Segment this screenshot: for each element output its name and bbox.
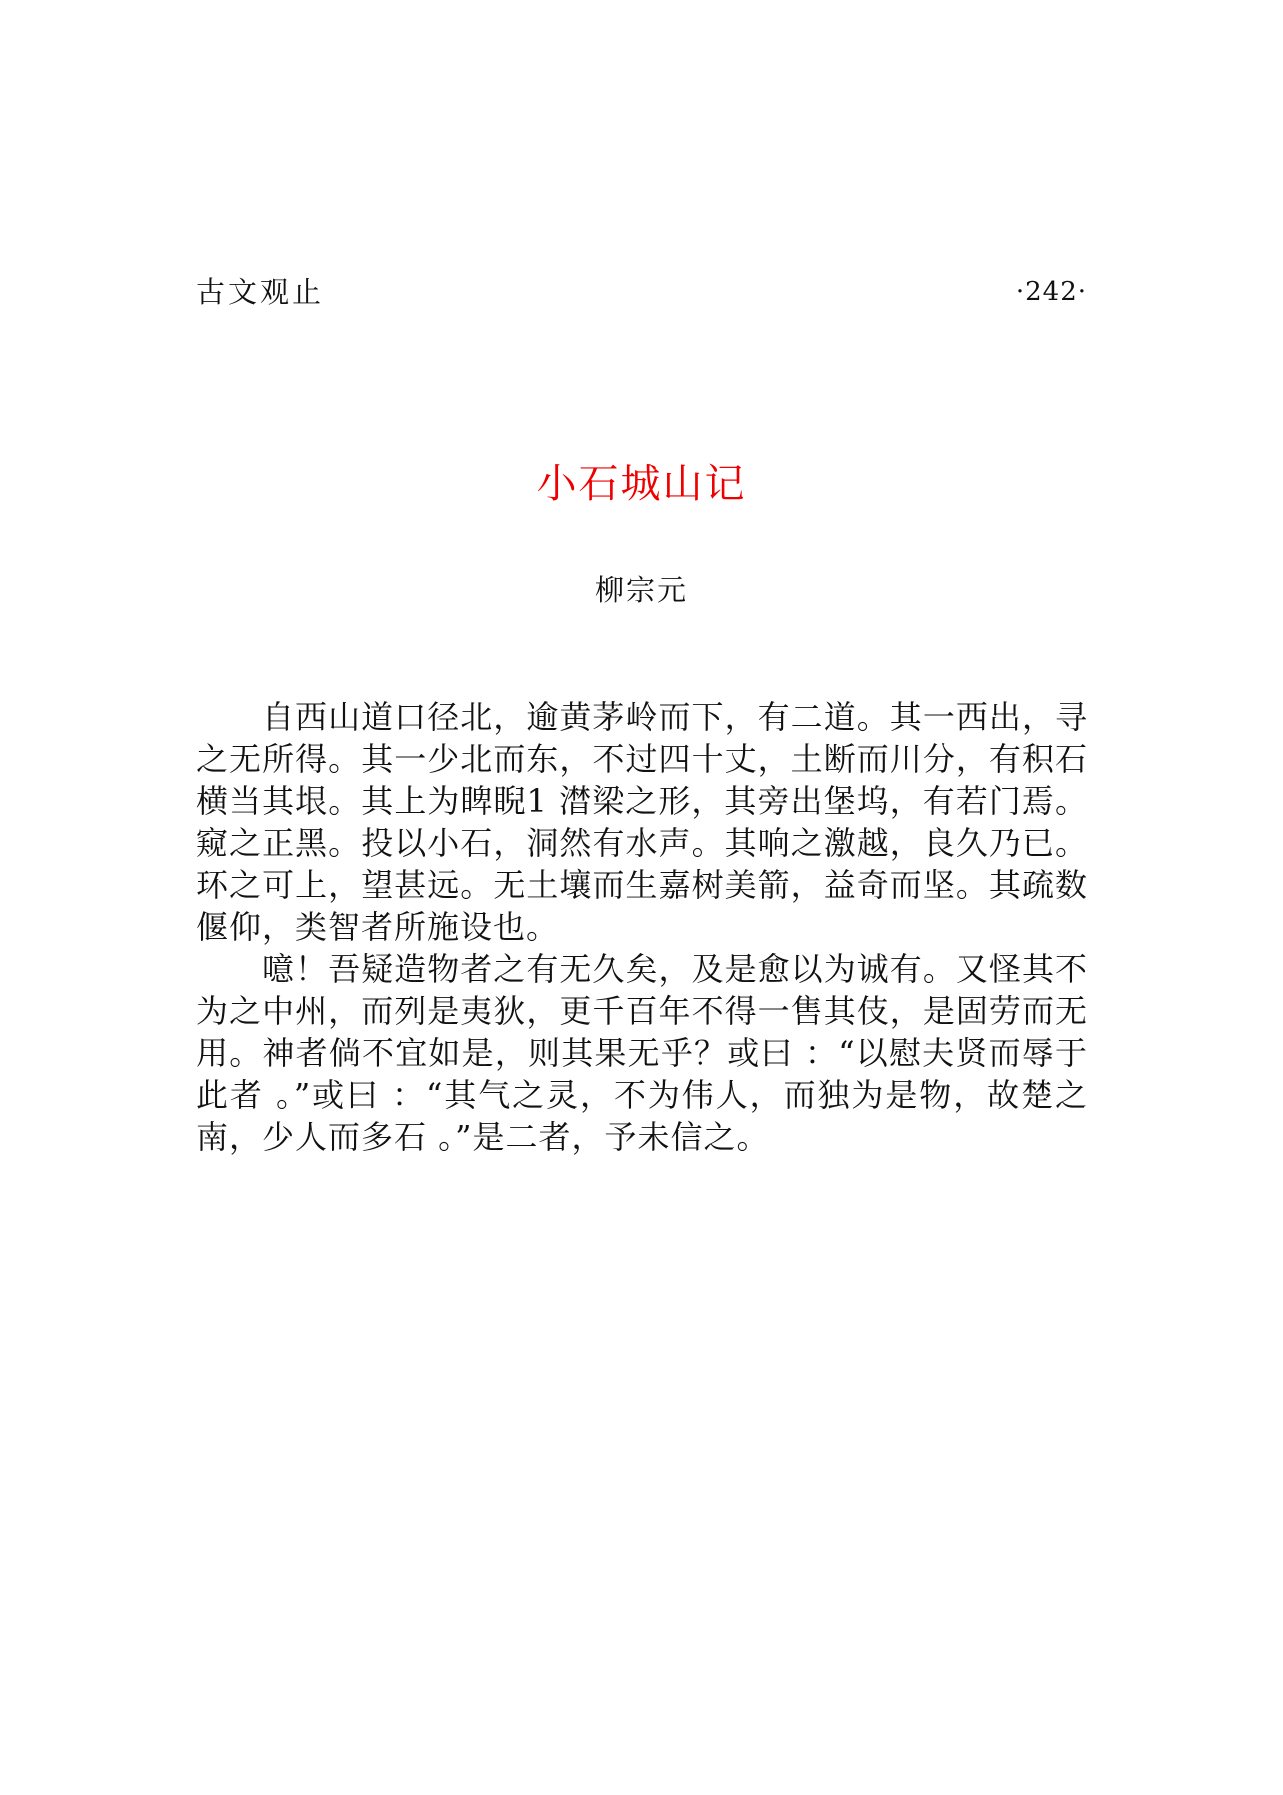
paragraph-2: 噫！吾疑造物者之有无久矣，及是愈以为诚有。又怪其不为之中州，而列是夷狄，更千百年不得一售其伎，是固劳而无用。神者倘不宜如是，则其果无乎？或曰 ：“以慰夫贤而辱于此者 。”或曰 ：“其气之灵，不为伟人，而独为是物，故楚之南，少人而多石 。”是二者，予未信之。 xyxy=(196,950,1088,1156)
article-body xyxy=(196,696,1088,1158)
paragraph-1: 自西山道口径北，逾黄茅岭而下，有二道。其一西出，寻之无所得。其一少北而东，不过四十丈，土断而川分，有积石横当其垠。其上为睥睨1 澘梁之形，其旁出堡坞，有若门焉。窥之正黑。投以小石，洞然有水声。其响之激越，良久乃已。环之可上，望甚远。无土壤而生嘉树美箭，益奇而坚。其疏数偃仰，类智者所施设也。 xyxy=(196,698,1088,946)
book-title: 古文观止 xyxy=(196,275,325,309)
page-number: ·242· xyxy=(1015,277,1087,307)
article-author: 柳宗元 xyxy=(594,573,688,607)
article-title: 小石城山记 xyxy=(536,461,747,507)
running-header xyxy=(196,272,1087,312)
